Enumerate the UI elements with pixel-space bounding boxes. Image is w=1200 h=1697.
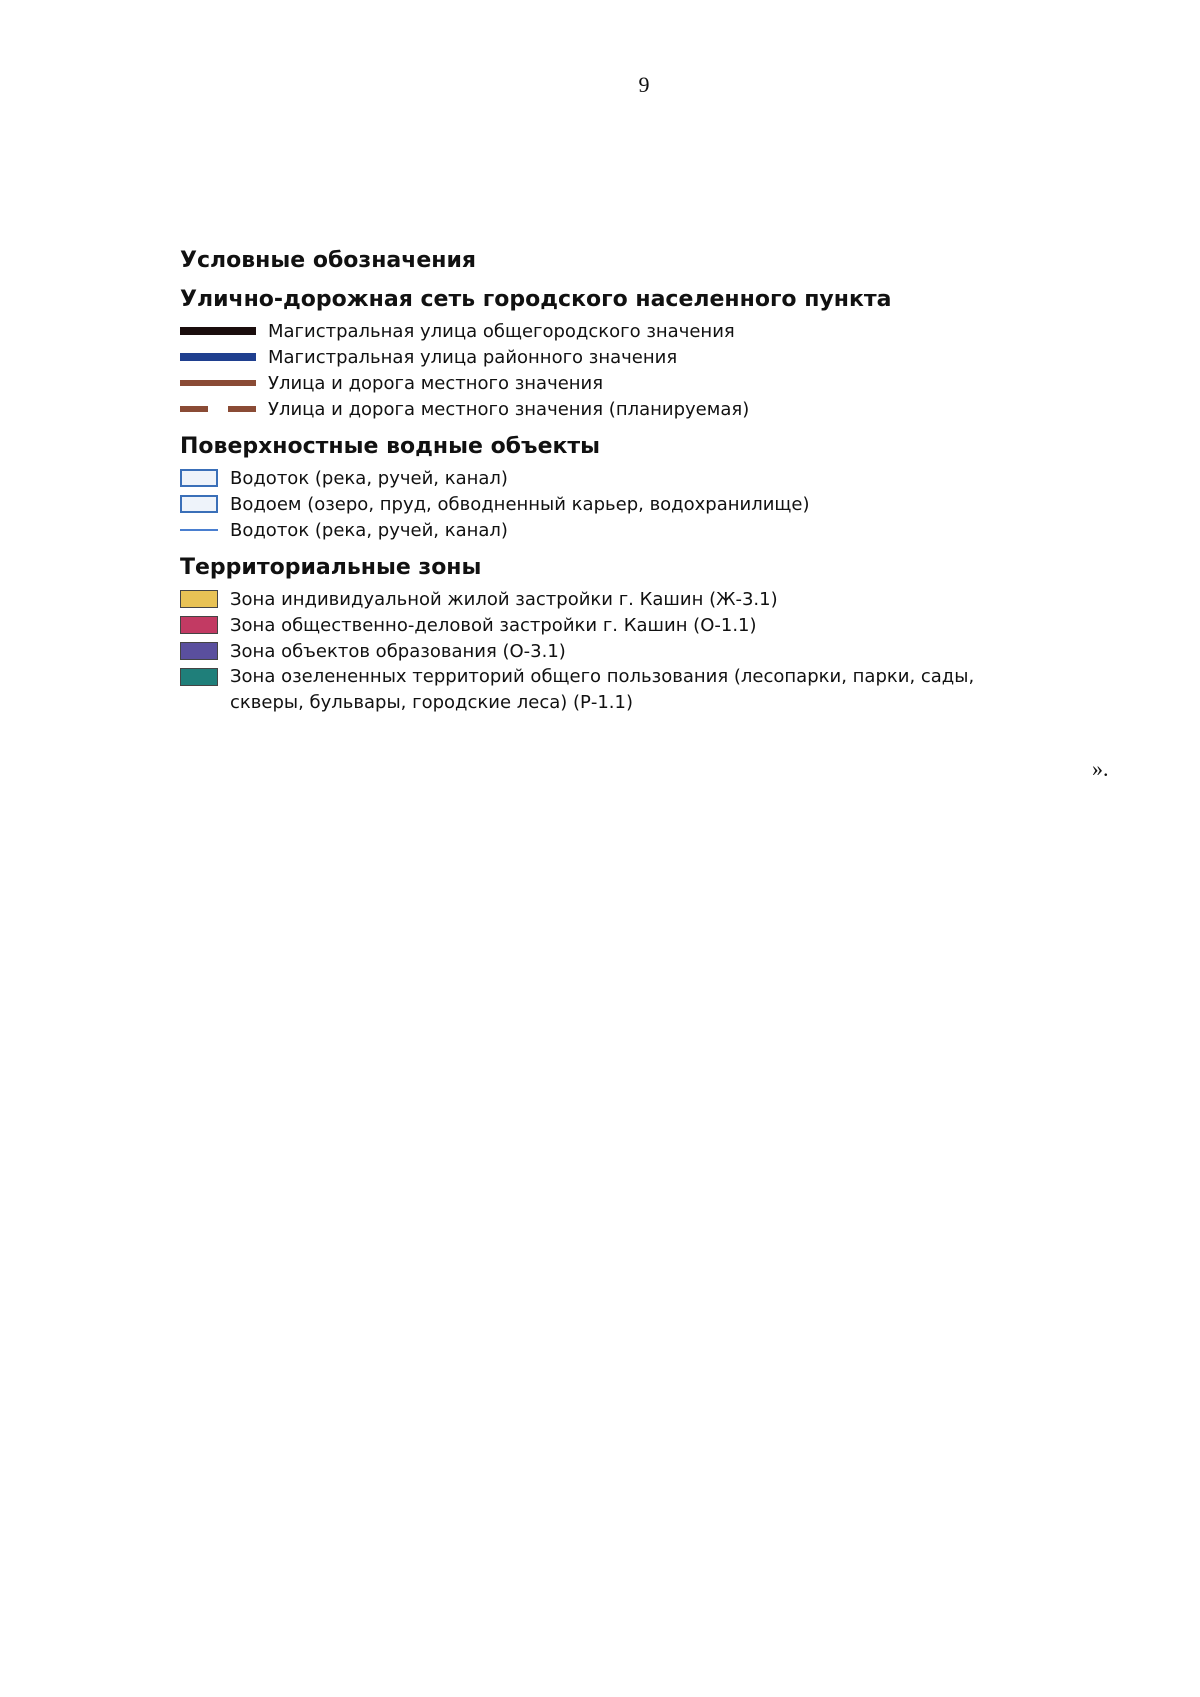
legend-item-label: Улица и дорога местного значения	[268, 372, 604, 394]
water-body-area-symbol	[180, 495, 218, 513]
section-title: Территориальные зоны	[180, 555, 482, 580]
education-zone-swatch	[180, 642, 218, 660]
district-main-street-line-symbol	[180, 353, 256, 361]
legend-item	[180, 517, 1000, 543]
section-title: Поверхностные водные объекты	[180, 434, 601, 459]
green-zone-swatch	[180, 668, 218, 686]
planned-local-street-dashed-symbol	[180, 406, 256, 412]
legend-title: Условные обозначения	[180, 248, 477, 273]
legend-item-label: Зона объектов образования (О-3.1)	[230, 640, 566, 662]
legend-item	[180, 638, 1000, 664]
legend-item	[180, 344, 1000, 370]
legend-item-label: Водоем (озеро, пруд, обводненный карьер, водохранилище)	[230, 493, 810, 515]
watercourse-area-symbol	[180, 469, 218, 487]
legend-item	[180, 491, 1000, 517]
legend-item-label: Зона общественно-деловой застройки г. Кашин (О-1.1)	[230, 614, 757, 636]
legend	[180, 248, 1000, 726]
legend-section-water	[180, 432, 1000, 543]
closing-quote-mark: ».	[1092, 756, 1109, 781]
section-title: Улично-дорожная сеть городского населенного пункта	[180, 287, 892, 312]
legend-section-zones	[180, 553, 1000, 716]
legend-item	[180, 664, 1000, 716]
legend-item-label: Водоток (река, ручей, канал)	[230, 519, 508, 541]
residential-zone-swatch	[180, 590, 218, 608]
city-main-street-line-symbol	[180, 327, 256, 335]
watercourse-line-symbol	[180, 529, 218, 531]
legend-item	[180, 465, 1000, 491]
legend-section-roads	[180, 285, 1000, 422]
legend-item	[180, 612, 1000, 638]
page-number: 9	[638, 72, 650, 97]
legend-item-label: Водоток (река, ручей, канал)	[230, 467, 508, 489]
legend-item	[180, 318, 1000, 344]
legend-item-label: Зона озелененных территорий общего пользования (лесопарки, парки, сады, скверы, бульвары, городские леса) (Р-1.1)	[230, 666, 975, 713]
legend-item-label: Зона индивидуальной жилой застройки г. Кашин (Ж-3.1)	[230, 588, 778, 610]
legend-item	[180, 370, 1000, 396]
legend-item	[180, 586, 1000, 612]
local-street-line-symbol	[180, 380, 256, 386]
legend-item-label: Магистральная улица районного значения	[268, 346, 678, 368]
legend-item-label: Магистральная улица общегородского значения	[268, 320, 735, 342]
legend-item-label: Улица и дорога местного значения (планируемая)	[268, 398, 750, 420]
legend-item	[180, 396, 1000, 422]
business-zone-swatch	[180, 616, 218, 634]
